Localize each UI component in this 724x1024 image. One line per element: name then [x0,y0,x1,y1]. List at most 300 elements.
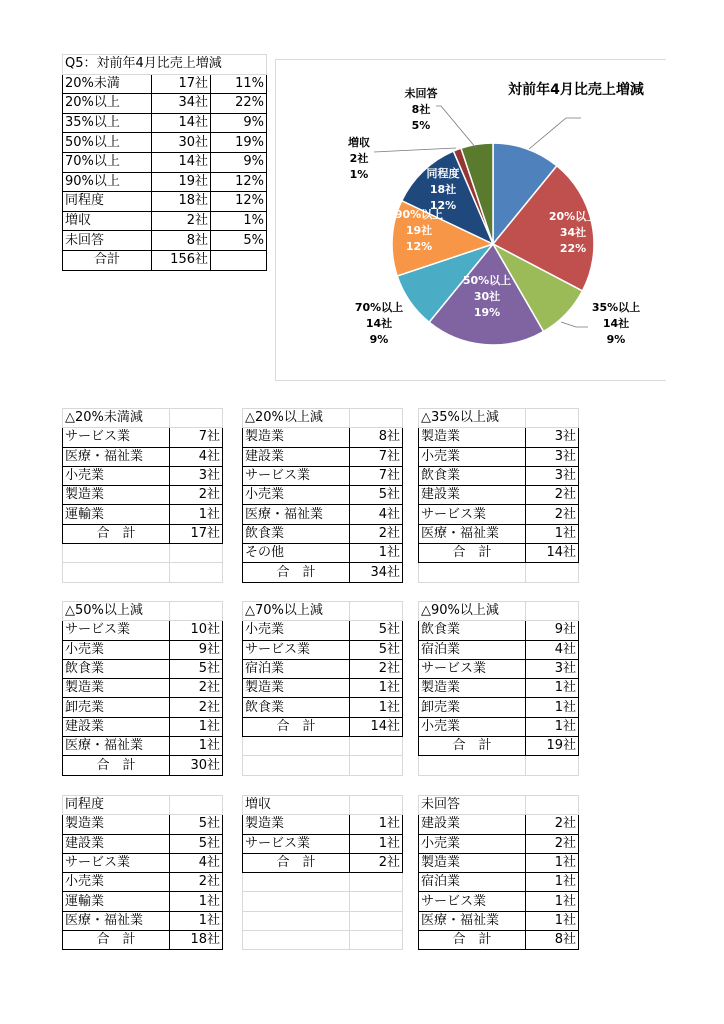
breakdown-table [62,601,223,776]
table-row [63,466,223,485]
percentage: 19% [211,133,267,153]
industry-label: サービス業 [419,659,526,678]
company-count: 3社 [526,447,579,466]
total-label: 合 計 [243,717,350,736]
industry-label: サービス業 [63,428,170,447]
company-count: 4社 [350,505,403,524]
company-count: 2社 [350,524,403,543]
total-count: 17社 [170,524,223,543]
company-count: 5社 [350,486,403,505]
industry-label: 医療・福祉業 [63,911,170,930]
category-label: 35%以上 [63,113,152,133]
category-label: 20%以上 [63,94,152,114]
table-row [419,466,579,485]
table-row [419,486,579,505]
table-row [243,698,403,717]
company-count: 10社 [170,621,223,640]
breakdown-title: △90%以上減 [419,602,526,621]
data-label: 30社 [473,290,501,303]
company-count: 5社 [170,659,223,678]
empty-cell [170,544,223,563]
category-label: 同程度 [63,192,152,212]
total-row [419,544,579,563]
company-count: 2社 [526,834,579,853]
industry-label: 飲食業 [63,659,170,678]
company-count: 34社 [152,94,211,114]
empty-cell [63,544,170,563]
table-row [243,621,403,640]
empty-cell [63,563,170,582]
table-row [419,428,579,447]
breakdown-title: △35%以上減 [419,409,526,428]
empty-cell [243,756,350,775]
table-row [63,853,223,872]
company-count: 3社 [526,428,579,447]
empty-cell [526,796,579,815]
data-label: 同程度 [426,167,460,180]
empty-cell [350,737,403,756]
table-row [63,911,223,930]
leader-line [374,148,456,152]
empty-cell [350,873,403,892]
empty-cell [350,796,403,815]
pie-chart [275,59,666,381]
breakdown-title: 同程度 [63,796,170,815]
total-row [243,563,403,582]
company-count: 3社 [526,466,579,485]
industry-label: サービス業 [63,621,170,640]
empty-cell [170,602,223,621]
industry-label: 製造業 [243,679,350,698]
table-row [419,640,579,659]
total-count: 8社 [526,931,579,950]
total-count: 14社 [350,717,403,736]
table-row [419,659,579,678]
breakdown-table [242,408,403,583]
table-row [63,717,223,736]
industry-label: 小売業 [243,486,350,505]
industry-label: 小売業 [243,621,350,640]
company-count: 2社 [152,211,211,231]
category-label: 未回答 [63,231,152,251]
empty-cell [170,796,223,815]
empty-cell [243,873,350,892]
industry-label: 製造業 [63,679,170,698]
category-label: 20%未満 [63,74,152,94]
table-row [243,524,403,543]
industry-label: サービス業 [243,834,350,853]
industry-label: 建設業 [63,834,170,853]
data-label: 34社 [559,226,587,239]
total-row [419,931,579,950]
empty-cell [526,602,579,621]
table-row [419,892,579,911]
industry-label: サービス業 [419,505,526,524]
company-count: 2社 [526,486,579,505]
data-label: 50%以上 [462,274,512,287]
total-label: 合 計 [63,931,170,950]
company-count: 5社 [170,815,223,834]
total-row [63,756,223,775]
data-label: 70%以上 [354,301,404,314]
total-label: 合 計 [419,544,526,563]
company-count: 30社 [152,133,211,153]
table-row [243,659,403,678]
data-label: 2社 [349,152,369,165]
table-row [63,486,223,505]
industry-label: 小売業 [63,873,170,892]
total-row [63,524,223,543]
industry-label: 医療・福祉業 [419,911,526,930]
company-count: 1社 [170,737,223,756]
industry-label: 小売業 [419,834,526,853]
empty-cell [350,911,403,930]
table-row [243,640,403,659]
industry-label: サービス業 [63,853,170,872]
company-count: 1社 [350,698,403,717]
company-count: 4社 [170,853,223,872]
industry-label: 小売業 [63,466,170,485]
table-row [419,873,579,892]
data-label: 14社 [365,317,393,330]
summary-row [63,74,267,94]
industry-label: 飲食業 [243,524,350,543]
company-count: 1社 [350,815,403,834]
empty-cell [170,409,223,428]
empty-cell [350,931,403,950]
empty-cell [243,931,350,950]
data-label: 19社 [405,224,433,237]
summary-row [63,231,267,251]
industry-label: 小売業 [63,640,170,659]
company-count: 1社 [170,717,223,736]
table-row [419,447,579,466]
empty-cell [243,892,350,911]
summary-title: Q5：対前年4月比売上増減 [63,55,267,75]
table-row [419,853,579,872]
industry-label: 建設業 [419,815,526,834]
table-row [63,621,223,640]
table-row [419,505,579,524]
industry-label: サービス業 [243,640,350,659]
summary-row [63,152,267,172]
empty-row [243,911,403,930]
company-count: 3社 [526,659,579,678]
empty-cell [419,563,526,582]
table-row [63,815,223,834]
total-row [243,717,403,736]
data-label: 14社 [602,317,630,330]
industry-label: 宿泊業 [243,659,350,678]
empty-row [243,931,403,950]
company-count: 4社 [526,640,579,659]
table-row [63,447,223,466]
breakdown-table [242,601,403,776]
company-count: 5社 [350,621,403,640]
company-count: 1社 [526,911,579,930]
percentage: 12% [211,192,267,212]
empty-cell [170,563,223,582]
empty-row [419,756,579,775]
company-count: 19社 [152,172,211,192]
data-label: 8社 [411,103,431,116]
empty-row [243,737,403,756]
total-label: 合 計 [243,853,350,872]
company-count: 1社 [526,717,579,736]
empty-cell [419,756,526,775]
company-count: 9社 [526,621,579,640]
total-label: 合 計 [419,931,526,950]
summary-total-row [63,250,267,270]
empty-row [63,544,223,563]
total-label: 合 計 [243,563,350,582]
percentage: 22% [211,94,267,114]
industry-label: 医療・福祉業 [63,447,170,466]
table-row [63,834,223,853]
table-row [419,679,579,698]
data-label: 35%以上 [591,301,641,314]
company-count: 5社 [350,640,403,659]
summary-row [63,113,267,133]
data-label: 未回答 [404,87,438,100]
industry-label: 製造業 [243,428,350,447]
industry-label: 宿泊業 [419,873,526,892]
summary-table [62,54,267,271]
data-label: 5% [411,119,431,132]
empty-row [243,892,403,911]
industry-label: 小売業 [419,447,526,466]
company-count: 1社 [170,911,223,930]
total-row [419,737,579,756]
industry-label: 建設業 [419,486,526,505]
category-label: 90%以上 [63,172,152,192]
industry-label: サービス業 [419,892,526,911]
breakdown-title: △70%以上減 [243,602,350,621]
table-row [63,679,223,698]
total-count: 19社 [526,737,579,756]
category-label: 70%以上 [63,152,152,172]
percentage: 9% [211,152,267,172]
empty-row [243,756,403,775]
table-row [63,505,223,524]
breakdown-title: △20%未満減 [63,409,170,428]
data-label: 増収 [348,136,370,149]
industry-label: 飲食業 [243,698,350,717]
industry-label: 飲食業 [419,466,526,485]
industry-label: 医療・福祉業 [243,505,350,524]
summary-row [63,133,267,153]
industry-label: 製造業 [419,428,526,447]
summary-row [63,172,267,192]
company-count: 1社 [526,892,579,911]
table-row [419,834,579,853]
chart-title: 対前年4月比売上増減 [508,82,644,98]
company-count: 17社 [152,74,211,94]
company-count: 1社 [170,892,223,911]
breakdown-table [418,408,579,583]
table-row [243,486,403,505]
summary-row [63,192,267,212]
category-label: 増収 [63,211,152,231]
total-row [243,853,403,872]
company-count: 7社 [170,428,223,447]
empty-cell [526,756,579,775]
empty-cell [350,756,403,775]
company-count: 5社 [170,834,223,853]
industry-label: 飲食業 [419,621,526,640]
company-count: 1社 [350,544,403,563]
table-row [243,679,403,698]
total-count: 18社 [170,931,223,950]
total-count: 34社 [350,563,403,582]
industry-label: 運輸業 [63,505,170,524]
empty-cell [350,409,403,428]
breakdown-title: △20%以上減 [243,409,350,428]
industry-label: 小売業 [419,717,526,736]
table-row [419,911,579,930]
total-count: 156社 [152,250,211,270]
data-label: 1% [349,168,369,181]
breakdown-title: 増収 [243,796,350,815]
leader-line [561,322,588,327]
industry-label: 宿泊業 [419,640,526,659]
table-row [63,640,223,659]
company-count: 1社 [526,873,579,892]
company-count: 18社 [152,192,211,212]
data-label: 20%以上 [548,210,598,223]
data-label: 9% [369,333,389,346]
total-label: 合 計 [63,756,170,775]
table-row [419,524,579,543]
company-count: 7社 [350,466,403,485]
empty-cell [526,563,579,582]
company-count: 7社 [350,447,403,466]
total-row [63,931,223,950]
company-count: 3社 [170,466,223,485]
leader-line [436,106,476,148]
breakdown-table [418,601,579,776]
table-row [243,834,403,853]
percentage: 9% [211,113,267,133]
breakdown-title: 未回答 [419,796,526,815]
industry-label: 運輸業 [63,892,170,911]
industry-label: 製造業 [243,815,350,834]
data-label: 22% [559,242,587,255]
total-label: 合 計 [63,524,170,543]
industry-label: 建設業 [63,717,170,736]
company-count: 2社 [170,679,223,698]
company-count: 8社 [152,231,211,251]
company-count: 9社 [170,640,223,659]
percentage: 1% [211,211,267,231]
data-label: 12% [405,240,433,253]
company-count: 2社 [170,698,223,717]
empty-cell [526,409,579,428]
breakdown-title: △50%以上減 [63,602,170,621]
industry-label: サービス業 [243,466,350,485]
total-count: 2社 [350,853,403,872]
company-count: 2社 [170,873,223,892]
company-count: 1社 [526,698,579,717]
percentage: 11% [211,74,267,94]
company-count: 1社 [526,679,579,698]
empty-cell [350,892,403,911]
company-count: 1社 [526,853,579,872]
table-row [243,447,403,466]
company-count: 1社 [170,505,223,524]
breakdown-table [62,408,223,583]
table-row [243,815,403,834]
table-row [243,428,403,447]
total-count: 14社 [526,544,579,563]
breakdown-table [62,795,223,950]
empty-cell [243,911,350,930]
company-count: 2社 [170,486,223,505]
total-count: 30社 [170,756,223,775]
table-row [419,717,579,736]
company-count: 2社 [350,659,403,678]
empty-cell [350,602,403,621]
industry-label: 製造業 [63,815,170,834]
summary-row [63,94,267,114]
percentage: 12% [211,172,267,192]
data-label: 90%以上 [394,208,444,221]
table-row [243,544,403,563]
empty-row [243,873,403,892]
category-label: 50%以上 [63,133,152,153]
empty-cell [243,737,350,756]
table-row [419,621,579,640]
table-row [63,892,223,911]
empty-row [63,563,223,582]
industry-label: 製造業 [419,679,526,698]
pie-chart-svg [276,60,666,380]
industry-label: 医療・福祉業 [63,737,170,756]
table-row [63,873,223,892]
company-count: 1社 [350,834,403,853]
table-row [243,505,403,524]
empty-cell [211,250,267,270]
company-count: 8社 [350,428,403,447]
company-count: 2社 [526,505,579,524]
percentage: 5% [211,231,267,251]
industry-label: 製造業 [419,853,526,872]
table-row [419,815,579,834]
data-label: 12% [429,199,457,212]
company-count: 1社 [350,679,403,698]
data-label: 18社 [429,183,457,196]
industry-label: その他 [243,544,350,563]
industry-label: 建設業 [243,447,350,466]
company-count: 14社 [152,113,211,133]
summary-row [63,211,267,231]
industry-label: 製造業 [63,486,170,505]
company-count: 1社 [526,524,579,543]
breakdown-table [242,795,403,950]
table-row [63,428,223,447]
data-label: 9% [606,333,626,346]
company-count: 4社 [170,447,223,466]
company-count: 2社 [526,815,579,834]
table-row [419,698,579,717]
breakdown-table [418,795,579,950]
data-label: 19% [473,306,501,319]
table-row [63,659,223,678]
table-row [63,737,223,756]
industry-label: 卸売業 [63,698,170,717]
table-row [63,698,223,717]
table-row [243,466,403,485]
